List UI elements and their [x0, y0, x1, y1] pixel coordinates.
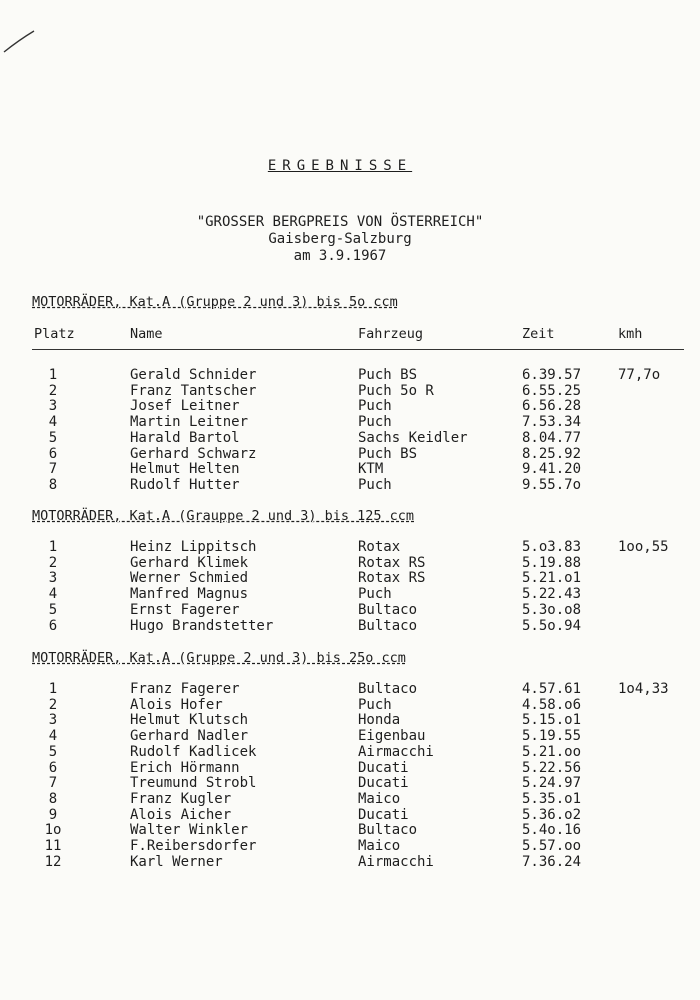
table-row — [0, 791, 700, 807]
table-row — [0, 586, 700, 602]
place-number: 8 — [48, 790, 58, 807]
header-kmh: kmh — [618, 326, 643, 342]
header-rule — [32, 349, 684, 350]
rider-name: Treumund Strobl — [130, 775, 257, 792]
rider-name: Heinz Lippitsch — [130, 539, 257, 555]
section-title: MOTORRÄDER, Kat.A (Gruppe 2 und 3) bis 5o ccm — [32, 294, 398, 310]
race-time: 5.35.o1 — [522, 790, 582, 807]
race-time: 5.o3.83 — [522, 539, 582, 555]
table-row — [0, 838, 700, 854]
event-location: Gaisberg-Salzburg — [268, 231, 412, 247]
place-number: 1o — [44, 822, 62, 839]
vehicle: Honda — [358, 712, 401, 729]
header-name: Name — [130, 326, 163, 342]
place-number: 3 — [48, 398, 58, 415]
vehicle: Rotax — [358, 539, 401, 555]
rider-name: Helmut Helten — [130, 461, 240, 478]
section-title: MOTORRÄDER, Kat.A (Grauppe 2 und 3) bis 125 ccm — [32, 508, 415, 524]
vehicle: Puch 5o R — [358, 382, 434, 399]
table-row — [0, 414, 700, 430]
vehicle: Maico — [358, 838, 401, 854]
table-row — [0, 728, 700, 744]
table-row — [0, 539, 700, 555]
column-headers — [0, 326, 700, 344]
table-row — [0, 712, 700, 728]
rider-name: Gerhard Schwarz — [130, 445, 257, 462]
table-row — [0, 618, 700, 634]
place-number: 6 — [48, 759, 58, 776]
race-time: 5.19.88 — [522, 554, 582, 571]
rider-name: Franz Kugler — [130, 790, 232, 807]
vehicle: Sachs Keidler — [358, 429, 468, 446]
rider-name: Josef Leitner — [130, 398, 240, 415]
vehicle: Rotax RS — [358, 554, 426, 571]
rider-name: Martin Leitner — [130, 414, 249, 431]
section-title: MOTORRÄDER, Kat.A (Gruppe 2 und 3) bis 25o ccm — [32, 650, 406, 666]
place-number: 4 — [48, 586, 58, 603]
race-time: 6.55.25 — [522, 382, 582, 399]
rider-name: Gerhard Nadler — [130, 728, 249, 745]
vehicle: Airmacchi — [358, 853, 434, 870]
table-row — [0, 760, 700, 776]
rider-name: Manfred Magnus — [130, 586, 249, 603]
race-time: 4.57.61 — [522, 681, 582, 697]
race-time: 6.56.28 — [522, 398, 582, 415]
vehicle: Bultaco — [358, 617, 418, 634]
table-row — [0, 570, 700, 586]
place-number: 12 — [44, 853, 62, 870]
table-row — [0, 398, 700, 414]
rider-name: Gerhard Klimek — [130, 554, 249, 571]
table-row — [0, 807, 700, 823]
race-time: 5.21.oo — [522, 743, 582, 760]
vehicle: Puch BS — [358, 445, 418, 462]
place-number: 3 — [48, 712, 58, 729]
vehicle: Maico — [358, 790, 401, 807]
rider-name: Helmut Klutsch — [130, 712, 249, 729]
place-number: 5 — [48, 429, 58, 446]
place-number: 7 — [48, 461, 58, 478]
race-time: 9.41.20 — [522, 461, 582, 478]
race-time: 4.58.o6 — [522, 696, 582, 713]
place-number: 1 — [48, 681, 58, 697]
header-fahrzeug: Fahrzeug — [358, 326, 424, 342]
place-number: 2 — [48, 696, 58, 713]
place-number: 6 — [48, 445, 58, 462]
table-row — [0, 602, 700, 618]
table-row — [0, 383, 700, 399]
table-row — [0, 446, 700, 462]
rider-name: Erich Hörmann — [130, 759, 240, 776]
race-time: 9.55.7o — [522, 476, 582, 493]
place-number: 1 — [48, 367, 58, 383]
race-time: 7.36.24 — [522, 853, 582, 870]
vehicle: Ducati — [358, 759, 409, 776]
table-row — [0, 461, 700, 477]
table-row — [0, 697, 700, 713]
rider-name: Alois Hofer — [130, 696, 223, 713]
vehicle: Puch — [358, 414, 392, 431]
place-number: 4 — [48, 414, 58, 431]
place-number: 5 — [48, 743, 58, 760]
place-number: 3 — [48, 570, 58, 587]
race-time: 5.57.oo — [522, 838, 582, 854]
race-time: 5.5o.94 — [522, 617, 582, 634]
race-time: 5.3o.o8 — [522, 601, 582, 618]
table-row — [0, 854, 700, 870]
vehicle: Puch — [358, 696, 392, 713]
race-time: 5.22.43 — [522, 586, 582, 603]
place-number: 2 — [48, 554, 58, 571]
event-header — [0, 214, 680, 265]
average-speed: 77,7o — [618, 367, 661, 383]
place-number: 4 — [48, 728, 58, 745]
vehicle: Airmacchi — [358, 743, 434, 760]
document-title: ERGEBNISSE — [267, 158, 413, 174]
place-number: 8 — [48, 476, 58, 493]
rider-name: Franz Fagerer — [130, 681, 240, 697]
rider-name: Franz Tantscher — [130, 382, 257, 399]
table-row — [0, 681, 700, 697]
event-date: am 3.9.1967 — [293, 248, 387, 264]
race-time: 5.22.56 — [522, 759, 582, 776]
race-time: 5.15.o1 — [522, 712, 582, 729]
vehicle: Puch — [358, 398, 392, 415]
vehicle: Bultaco — [358, 681, 418, 697]
vehicle: Bultaco — [358, 601, 418, 618]
table-row — [0, 477, 700, 493]
vehicle: Puch BS — [358, 367, 418, 383]
place-number: 11 — [44, 838, 62, 854]
rider-name: Werner Schmied — [130, 570, 249, 587]
vehicle: Ducati — [358, 775, 409, 792]
place-number: 7 — [48, 775, 58, 792]
rider-name: Walter Winkler — [130, 822, 249, 839]
place-number: 2 — [48, 382, 58, 399]
vehicle: Bultaco — [358, 822, 418, 839]
rider-name: F.Reibersdorfer — [130, 838, 257, 854]
table-row — [0, 744, 700, 760]
average-speed: 1oo,55 — [618, 539, 669, 555]
average-speed: 1o4,33 — [618, 681, 669, 697]
rider-name: Harald Bartol — [130, 429, 240, 446]
race-time: 8.25.92 — [522, 445, 582, 462]
table-row — [0, 430, 700, 446]
rider-name: Rudolf Kadlicek — [130, 743, 257, 760]
place-number: 5 — [48, 601, 58, 618]
rider-name: Rudolf Hutter — [130, 476, 240, 493]
vehicle: Ducati — [358, 806, 409, 823]
race-time: 5.21.o1 — [522, 570, 582, 587]
vehicle: Rotax RS — [358, 570, 426, 587]
rider-name: Ernst Fagerer — [130, 601, 240, 618]
rider-name: Hugo Brandstetter — [130, 617, 274, 634]
table-row — [0, 775, 700, 791]
race-time: 5.36.o2 — [522, 806, 582, 823]
vehicle: KTM — [358, 461, 384, 478]
race-time: 5.24.97 — [522, 775, 582, 792]
rider-name: Karl Werner — [130, 853, 223, 870]
race-time: 5.19.55 — [522, 728, 582, 745]
table-row — [0, 367, 700, 383]
table-row — [0, 555, 700, 571]
vehicle: Eigenbau — [358, 728, 426, 745]
header-zeit: Zeit — [522, 326, 555, 342]
vehicle: Puch — [358, 586, 392, 603]
race-time: 5.4o.16 — [522, 822, 582, 839]
race-time: 8.04.77 — [522, 429, 582, 446]
event-name: "GROSSER BERGPREIS VON ÖSTERREICH" — [196, 214, 484, 230]
rider-name: Alois Aicher — [130, 806, 232, 823]
place-number: 9 — [48, 806, 58, 823]
pen-mark — [2, 28, 38, 56]
header-platz: Platz — [34, 326, 75, 342]
place-number: 1 — [48, 539, 58, 555]
race-time: 7.53.34 — [522, 414, 582, 431]
rider-name: Gerald Schnider — [130, 367, 257, 383]
table-row — [0, 822, 700, 838]
vehicle: Puch — [358, 476, 392, 493]
race-time: 6.39.57 — [522, 367, 582, 383]
place-number: 6 — [48, 617, 58, 634]
